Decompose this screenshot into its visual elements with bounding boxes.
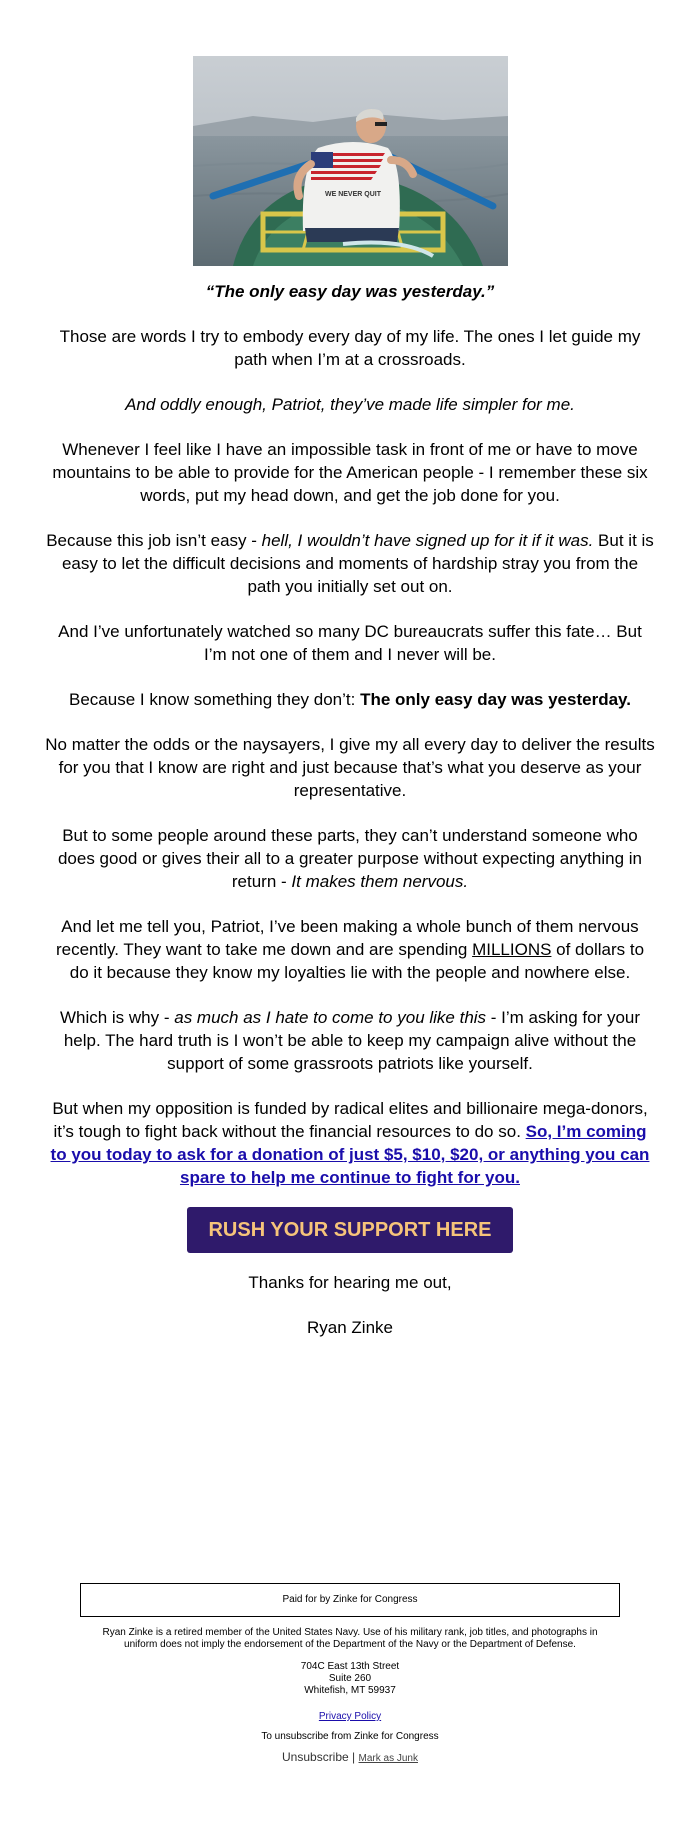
paragraph-8-b: It makes them nervous.	[291, 872, 469, 891]
mailing-address	[0, 1661, 700, 1697]
paragraph-2	[45, 393, 655, 416]
unsubscribe-text: To unsubscribe from Zinke for Congress	[261, 1731, 439, 1742]
paragraph-4-c: But it is easy to let the difficult decisions and moments of hardship stray you from the path you initially set out on.	[61, 531, 654, 596]
signoff: Thanks for hearing me out,	[248, 1273, 452, 1292]
opening-quote: “The only easy day was yesterday.”	[205, 282, 495, 301]
mark-as-junk-link[interactable]: Mark as Junk	[358, 1753, 418, 1764]
donation-link[interactable]: So, I’m coming to you today to ask for a donation of just $5, $10, $20, or anything you can spare to help me continue to fight for you.	[50, 1122, 650, 1187]
paragraph-11-a: But when my opposition is funded by radical elites and billionaire mega-donors, it’s tough to fight back without the financial resources to do so.	[52, 1099, 648, 1141]
paragraph-7: No matter the odds or the naysayers, I give my all every day to deliver the results for you that I know are right and just because that’s what you deserve as your representative.	[45, 735, 655, 800]
paragraph-10-c: - I’m asking for your help. The hard truth is I won’t be able to keep my campaign alive without the support of some grassroots patriots like yourself.	[63, 1008, 641, 1073]
paragraph-8-a: But to some people around these parts, they can’t understand someone who does good or gives their all to a greater purpose without expecting anything in return -	[57, 826, 643, 891]
paragraph-10-b: as much as I hate to come to you like this	[174, 1008, 487, 1027]
email-body	[0, 280, 700, 1361]
unsubscribe-row	[0, 1751, 700, 1765]
address-line-2: Suite 260	[328, 1673, 372, 1684]
paragraph-9	[45, 915, 655, 984]
paragraph-9-c: of dollars to do it because they know my loyalties lie with the people and nowhere else.	[69, 940, 645, 982]
paragraph-9-a: And let me tell you, Patriot, I’ve been making a whole bunch of them nervous recently. They want to take me down and are spending	[55, 917, 639, 959]
paragraph-2-text: And oddly enough, Patriot, they’ve made life simpler for me.	[125, 395, 575, 414]
paragraph-6-b: The only easy day was yesterday.	[360, 690, 631, 709]
shirt-text: WE NEVER QUIT	[324, 191, 382, 198]
address-line-1: 704C East 13th Street	[300, 1661, 400, 1672]
paragraph-4-b: hell, I wouldn’t have signed up for it if it was.	[261, 531, 594, 550]
signature: Ryan Zinke	[307, 1318, 393, 1337]
hero-photo	[193, 56, 508, 266]
paragraph-8	[45, 824, 655, 893]
man-rowing-raft-image	[193, 56, 508, 266]
paragraph-1: Those are words I try to embody every day of my life. The ones I let guide my path when I’m at a crossroads.	[59, 327, 641, 369]
paragraph-6	[45, 688, 655, 711]
paragraph-10-a: Which is why -	[59, 1008, 175, 1027]
unsubscribe-link[interactable]: Unsubscribe	[282, 1750, 349, 1764]
paragraph-5: And I’ve unfortunately watched so many DC bureaucrats suffer this fate… But I’m not one of them and I never will be.	[58, 622, 642, 664]
paid-for-box: Paid for by Zinke for Congress	[80, 1583, 620, 1617]
footer	[0, 1583, 700, 1765]
paragraph-9-b: MILLIONS	[472, 940, 552, 959]
disclaimer: Ryan Zinke is a retired member of the United States Navy. Use of his military rank, job titles, and photographs in uniform does not imply the endorsement of the Department of the Navy or the Department of Defense.	[102, 1627, 598, 1650]
paragraph-3: Whenever I feel like I have an impossible task in front of me or have to move mountains to be able to provide for the American people - I remember these six words, put my head down, and get the job done for you.	[52, 440, 648, 505]
paragraph-10	[45, 1006, 655, 1075]
paragraph-4-a: Because this job isn’t easy -	[46, 531, 262, 550]
paragraph-11	[45, 1097, 655, 1189]
paragraph-4	[45, 529, 655, 598]
paragraph-6-a: Because I know something they don’t:	[69, 690, 361, 709]
privacy-policy-link[interactable]: Privacy Policy	[318, 1711, 382, 1722]
separator: |	[352, 1750, 356, 1764]
rush-support-button[interactable]: RUSH YOUR SUPPORT HERE	[187, 1207, 513, 1253]
address-line-3: Whitefish, MT 59937	[304, 1685, 396, 1696]
